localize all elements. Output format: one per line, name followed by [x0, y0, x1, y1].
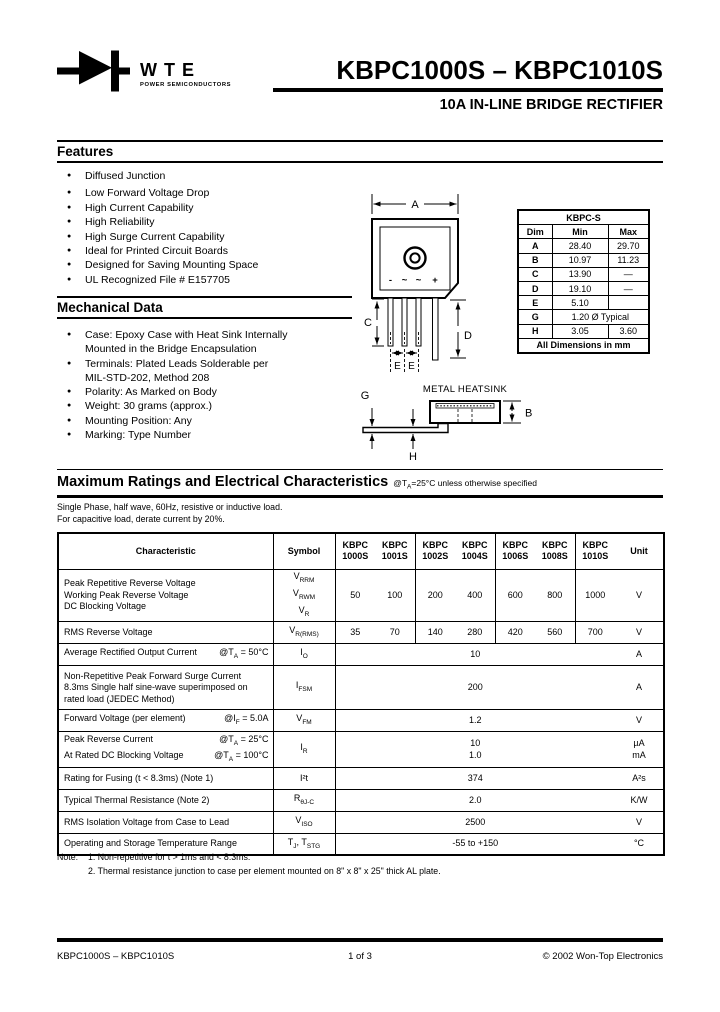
- dim-row: C 13.90 —: [518, 267, 649, 281]
- title-block: [273, 55, 663, 113]
- ratings-row-viso: [58, 811, 664, 833]
- bullet-icon: ●: [67, 431, 72, 439]
- min-col-header: Min: [552, 225, 608, 239]
- dim-table-title: KBPC-S: [518, 210, 649, 225]
- value-cell: 10 1.0: [335, 732, 615, 768]
- ratings-intro-1: Single Phase, half wave, 60Hz, resistive or inductive load.: [57, 502, 283, 512]
- unit-cell: V: [615, 811, 664, 833]
- footer-part-range: KBPC1000S – KBPC1010S: [57, 950, 175, 962]
- diode-icon: [57, 50, 130, 92]
- ratings-row-rthjc: [58, 789, 664, 811]
- value-cell: 70: [375, 622, 415, 644]
- page-title: KBPC1000S – KBPC1010S: [336, 55, 663, 85]
- bullet-icon: ●: [67, 331, 72, 338]
- mechanical-item: ● Weight: 30 grams (approx.): [67, 400, 213, 413]
- value-cell: 200: [335, 666, 615, 710]
- value-cell: 600: [495, 569, 535, 622]
- ratings-header-row: [58, 533, 664, 569]
- col-part-1004s: KBPC 1004S: [455, 533, 495, 569]
- ratings-table: [57, 532, 665, 856]
- symbol-cell: $V_{RRM}$ $V_{RWM}$ $V_R$: [273, 569, 335, 622]
- dim-row: H 3.05 3.60: [518, 324, 649, 338]
- brand-text: WTE: [140, 60, 201, 80]
- condition: $@T_A = 25^\circ C$: [219, 734, 269, 748]
- symbol-cell: $R_{\theta J-C}$: [273, 789, 335, 811]
- col-characteristic: Characteristic: [58, 533, 273, 569]
- feature-item: ● Low Forward Voltage Drop: [67, 187, 210, 200]
- symbol-cell: $V_{FM}$: [273, 710, 335, 732]
- value-cell: -55 to +150: [452, 838, 499, 849]
- heatsink-label: METAL HEATSINK: [422, 384, 508, 395]
- bullet-icon: ●: [67, 203, 72, 211]
- notes-block: [57, 851, 663, 878]
- bullet-icon: ●: [67, 172, 72, 179]
- package-side-view-diagram: [345, 378, 545, 463]
- ratings-row-io: [58, 644, 664, 666]
- feature-item: ● High Reliability: [67, 216, 155, 229]
- value-cell: 100: [375, 569, 415, 622]
- mechanical-item: ● Polarity: As Marked on Body: [67, 386, 217, 399]
- value-cell: 200: [415, 569, 455, 622]
- bullet-icon: ●: [67, 359, 72, 367]
- footer-rule: [57, 938, 663, 942]
- feature-item: ● UL Recognized File # E157705: [67, 273, 230, 286]
- characteristic-cell: Operating and Storage Temperature Range: [58, 833, 273, 855]
- polarity-minus: -: [388, 275, 393, 286]
- ratings-heading: Maximum Ratings and Electrical Characteristics: [57, 474, 389, 490]
- dim-label-h: H: [409, 451, 417, 463]
- symbol-cell: $V_{ISO}$: [273, 811, 335, 833]
- ratings-row-ir: [58, 732, 664, 768]
- col-part-1000s: KBPC 1000S: [335, 533, 375, 569]
- mechanical-heading: Mechanical Data: [57, 296, 352, 319]
- bullet-icon: ●: [67, 402, 72, 410]
- bullet-icon: ●: [67, 388, 72, 396]
- dim-label-g: G: [360, 390, 370, 402]
- note-label: Note:: [57, 852, 79, 862]
- ratings-heading-box: [57, 469, 663, 498]
- symbol-cell: $I_R$: [273, 732, 335, 768]
- dim-label-a: A: [411, 199, 419, 211]
- brand-tagline: POWER SEMICONDUCTORS: [140, 82, 232, 88]
- value-cell: 1000: [575, 569, 615, 622]
- bullet-icon: ●: [67, 261, 72, 269]
- note-line-2: 2. Thermal resistance junction to case per element mounted on 8" x 8" x 25" thick AL plate.: [88, 865, 441, 876]
- bullet-icon: ●: [67, 247, 72, 255]
- polarity-ac1: ~: [401, 275, 408, 286]
- value-cell: 420: [495, 622, 535, 644]
- ratings-row-vrms: [58, 622, 664, 644]
- condition: $@I_F = 5.0A$: [224, 713, 269, 727]
- ratings-row-i2t: [58, 767, 664, 789]
- section-mechanical: [57, 296, 352, 442]
- feature-item: ● Ideal for Printed Circuit Boards: [67, 245, 228, 258]
- value-cell: 35: [335, 622, 375, 644]
- ratings-row-vrrm: [58, 569, 664, 622]
- unit-cell: A: [615, 666, 664, 710]
- title-rule: [273, 88, 663, 92]
- characteristic-cell: Peak Reverse Current $@T_A = 25^\circ C$ At Rated DC Blocking Voltage $@T_A = 100^\circ C$: [58, 732, 273, 768]
- feature-item: ● Designed for Saving Mounting Space: [67, 259, 259, 272]
- features-heading: Features: [57, 140, 663, 163]
- unit-cell: K/W: [615, 789, 664, 811]
- characteristic-cell: Typical Thermal Resistance (Note 2): [58, 789, 273, 811]
- characteristic-cell: Rating for Fusing (t < 8.3ms) (Note 1): [58, 767, 273, 789]
- page-subtitle: 10A IN-LINE BRIDGE RECTIFIER: [439, 97, 663, 113]
- dim-row: A 28.40 29.70: [518, 239, 649, 253]
- bullet-icon: ●: [67, 218, 72, 226]
- col-part-1006s: KBPC 1006S: [495, 533, 535, 569]
- package-front-view-diagram: [340, 186, 515, 384]
- symbol-cell: $I_O$: [273, 644, 335, 666]
- symbol-cell: $T_J$, $T_{STG}$: [273, 833, 335, 855]
- characteristic-cell: Peak Repetitive Reverse Voltage Working Peak Reverse Voltage DC Blocking Voltage: [58, 569, 273, 622]
- value-cell: 560: [535, 622, 575, 644]
- unit-cell: V: [615, 569, 664, 622]
- mechanical-item: ● Case: Epoxy Case with Heat Sink Internally Mounted in the Bridge Encapsulation: [67, 329, 288, 356]
- page-footer: [57, 938, 663, 962]
- dim-label-e1: E: [394, 361, 401, 372]
- feature-item: ● Diffused Junction: [67, 170, 166, 182]
- bullet-icon: ●: [67, 189, 72, 197]
- dim-label-b: B: [525, 407, 533, 420]
- col-part-1008s: KBPC 1008S: [535, 533, 575, 569]
- brand-block: [140, 61, 231, 88]
- polarity-ac2: ~: [415, 275, 422, 286]
- characteristic-cell: Average Rectified Output Current $@T_A = 50^\circ C$: [58, 644, 273, 666]
- characteristic-cell: Non-Repetitive Peak Forward Surge Current 8.3ms Single half sine-wave superimposed on rated load (JEDEC Method): [58, 666, 273, 710]
- value-cell: 2500: [335, 811, 615, 833]
- ratings-condition: $@T_A=25^\circ C$ unless otherwise specified: [393, 478, 537, 491]
- condition: $@T_A = 100^\circ C$: [214, 749, 269, 763]
- footer-page-number: 1 of 3: [348, 950, 372, 962]
- bullet-icon: ●: [67, 232, 72, 240]
- ratings-row-ifsm: [58, 666, 664, 710]
- unit-cell: V: [615, 622, 664, 644]
- characteristic-cell: RMS Isolation Voltage from Case to Lead: [58, 811, 273, 833]
- unit-cell: µA mA: [615, 732, 664, 768]
- value-cell: 140: [415, 622, 455, 644]
- value-cell: 800: [535, 569, 575, 622]
- unit-cell: A: [615, 644, 664, 666]
- value-cell: 400: [455, 569, 495, 622]
- value-cell: 374: [335, 767, 615, 789]
- value-cell: 2.0: [335, 789, 615, 811]
- value-cell: 1.2: [335, 710, 615, 732]
- mechanical-item: ● Terminals: Plated Leads Solderable per MIL-STD-202, Method 208: [67, 357, 269, 384]
- mechanical-list: [57, 328, 352, 442]
- mechanical-item: ● Mounting Position: Any: [67, 414, 192, 427]
- section-ratings: [57, 469, 663, 856]
- unit-cell: A²s: [615, 767, 664, 789]
- bullet-icon: ●: [67, 416, 72, 424]
- characteristic-cell: RMS Reverse Voltage: [58, 622, 273, 644]
- ratings-intro-2: For capacitive load, derate current by 20%.: [57, 513, 225, 524]
- dim-table-footer: All Dimensions in mm: [518, 338, 649, 353]
- dim-row: D 19.10 —: [518, 281, 649, 295]
- feature-item: ● High Surge Current Capability: [67, 230, 225, 243]
- col-symbol: Symbol: [273, 533, 335, 569]
- dim-label-e2: E: [408, 361, 415, 372]
- col-part-1010s: KBPC 1010S: [575, 533, 615, 569]
- condition: $@T_A = 50^\circ C$: [219, 647, 269, 661]
- col-unit: Unit: [615, 533, 664, 569]
- dim-row: B 10.97 11.23: [518, 253, 649, 267]
- col-part-1002s: KBPC 1002S: [415, 533, 455, 569]
- unit-cell: °C: [633, 838, 645, 849]
- mechanical-item: ● Marking: Type Number: [67, 429, 192, 442]
- dimension-table-wrap: [517, 209, 650, 354]
- dim-row: G 1.20 Ø Typical: [518, 310, 649, 324]
- unit-cell: V: [615, 710, 664, 732]
- col-part-1001s: KBPC 1001S: [375, 533, 415, 569]
- value-cell: 50: [335, 569, 375, 622]
- value-cell: 10: [335, 644, 615, 666]
- dim-label-d: D: [464, 330, 472, 342]
- dim-col-header: Dim: [518, 225, 552, 239]
- symbol-cell: $I_{FSM}$: [273, 666, 335, 710]
- value-cell: 280: [455, 622, 495, 644]
- characteristic-cell: Forward Voltage (per element) $@I_F = 5.0A$: [58, 710, 273, 732]
- dim-label-c: C: [364, 317, 372, 329]
- symbol-cell: $V_{R(RMS)}$: [273, 622, 335, 644]
- dimension-table: [517, 209, 650, 354]
- footer-copyright: © 2002 Won-Top Electronics: [542, 950, 663, 962]
- symbol-cell: I²t: [273, 767, 335, 789]
- feature-item: ● High Current Capability: [67, 201, 194, 214]
- header-logo: [57, 50, 231, 92]
- note-line-1: Note: 1. Non-repetitive for t > 1ms and < 8.3ms.: [57, 851, 663, 865]
- polarity-plus: +: [432, 275, 438, 286]
- max-col-header: Max: [608, 225, 649, 239]
- bullet-icon: ●: [67, 275, 72, 283]
- value-cell: 700: [575, 622, 615, 644]
- ratings-row-vfm: [58, 710, 664, 732]
- dim-row: E 5.10: [518, 296, 649, 310]
